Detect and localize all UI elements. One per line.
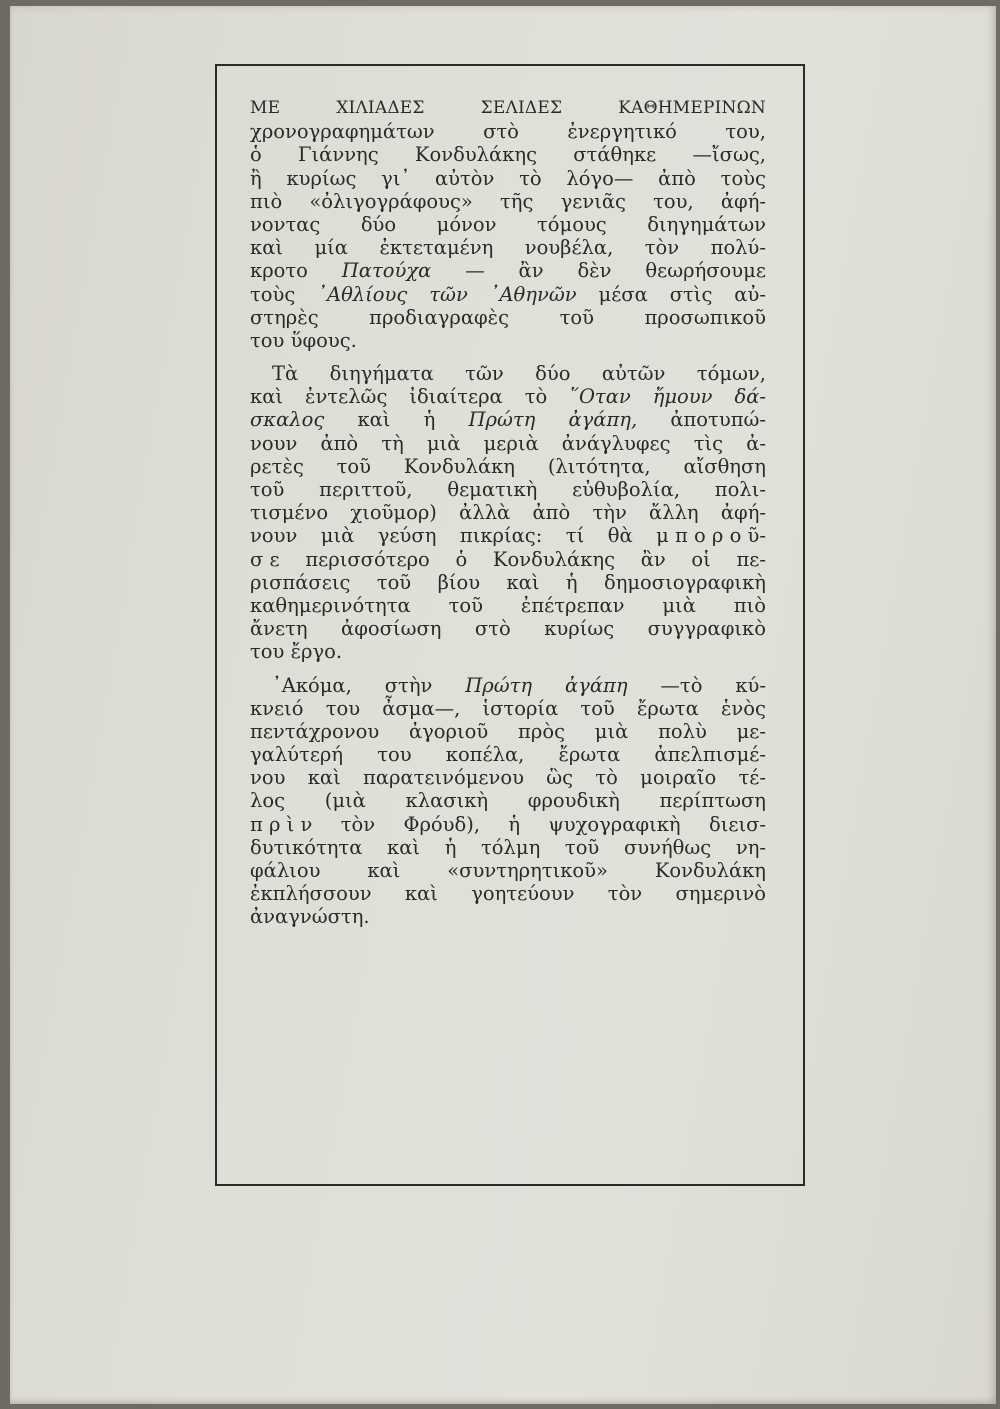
text-line bbox=[250, 501, 766, 524]
text-line bbox=[250, 766, 766, 789]
word: ῞Οταν bbox=[569, 385, 631, 409]
word: του bbox=[250, 328, 291, 352]
word: ὕφους. bbox=[290, 328, 357, 352]
word: οἱ bbox=[691, 547, 711, 571]
word: ἀφή- bbox=[720, 501, 766, 525]
text-line bbox=[250, 362, 766, 385]
word: τί bbox=[565, 524, 585, 548]
word: σκαλος bbox=[250, 408, 325, 432]
word: δύο bbox=[360, 212, 397, 236]
word: μόνον bbox=[436, 212, 497, 236]
word: ἐκτεταμένη bbox=[379, 236, 494, 260]
word: ᾽Ακόμα, bbox=[272, 673, 352, 697]
word: στὶς bbox=[669, 282, 713, 306]
text-line bbox=[250, 617, 766, 640]
word: π ρ ὶ ν bbox=[250, 812, 313, 836]
word: τὸν bbox=[340, 812, 376, 836]
word: ἔρωτα bbox=[558, 743, 621, 767]
word: μ π ο ρ ο ῦ- bbox=[656, 524, 766, 548]
word: τῶν bbox=[465, 362, 504, 386]
word: ἤμουν bbox=[652, 385, 713, 409]
word: νου bbox=[250, 766, 286, 790]
word: πε- bbox=[736, 547, 766, 571]
word: συνήθως bbox=[623, 835, 712, 859]
word: —ἴσως, bbox=[692, 143, 766, 167]
word: ἡ bbox=[423, 408, 436, 432]
word: συγγραφικὸ bbox=[647, 617, 766, 641]
text-line bbox=[250, 385, 766, 408]
word: ἀνάγλυφες bbox=[561, 431, 671, 455]
word: τὸ bbox=[519, 166, 542, 190]
word: καὶ bbox=[404, 882, 438, 906]
word: μιὰ bbox=[594, 719, 629, 743]
word: μία bbox=[314, 236, 348, 260]
word: ἡ bbox=[508, 812, 521, 836]
word: ἱστορία bbox=[482, 696, 559, 720]
word: στὸ bbox=[483, 120, 519, 144]
word: στηρὲς bbox=[250, 305, 319, 329]
word: ἀγάπη, bbox=[568, 408, 638, 432]
word: ΜΕ bbox=[250, 98, 281, 118]
word: τόλμη bbox=[481, 835, 541, 859]
word: ἐνεργητικό bbox=[567, 120, 677, 144]
word: πιὸ bbox=[250, 189, 283, 213]
word: Φρόυδ), bbox=[403, 812, 481, 836]
word: δὲν bbox=[577, 259, 612, 283]
word: πολύ- bbox=[710, 236, 766, 260]
word: τῆς bbox=[500, 189, 534, 213]
text-line bbox=[250, 789, 766, 812]
word: θεωρήσουμε bbox=[645, 259, 766, 283]
word: Τὰ bbox=[272, 362, 299, 386]
word: ἐκπλήσσουν bbox=[250, 882, 372, 906]
word: ἀγάπη bbox=[565, 673, 628, 697]
word: εὐθυβολία, bbox=[572, 478, 681, 501]
word: ἔργο. bbox=[290, 640, 343, 664]
word: σημερινὸ bbox=[675, 882, 766, 906]
word: καὶ bbox=[357, 408, 391, 432]
word: ἀπὸ bbox=[532, 501, 571, 525]
word: ἡ bbox=[444, 835, 457, 859]
word: καθημερινότητα bbox=[250, 593, 411, 617]
word: ᾽Αθλίους bbox=[317, 282, 408, 306]
word: ἀγοριοῦ bbox=[408, 719, 489, 743]
word: θὰ bbox=[607, 524, 633, 548]
word: «ὀλιγογράφους» bbox=[309, 189, 473, 213]
word: τοῦ bbox=[250, 478, 285, 501]
word: ἑνὸς bbox=[720, 696, 766, 720]
word: τοῦ bbox=[376, 570, 412, 594]
word: τισμένο bbox=[250, 501, 329, 525]
word: ὣς bbox=[546, 766, 574, 790]
text-line bbox=[250, 455, 766, 478]
word: καὶ bbox=[307, 766, 341, 790]
text-line bbox=[250, 882, 766, 905]
word: στὴν bbox=[384, 673, 433, 697]
word: τοῦ bbox=[559, 305, 594, 329]
word: ρετὲς bbox=[250, 454, 304, 478]
word: δά- bbox=[734, 385, 766, 409]
word: Πατούχα bbox=[341, 259, 432, 283]
word: αὐτῶν bbox=[601, 362, 666, 386]
word: φρουδικὴ bbox=[527, 789, 620, 813]
word: ἄλλη bbox=[649, 501, 699, 525]
word: στὸ bbox=[474, 617, 511, 641]
word: ΧΙΛΙΑΔΕΣ bbox=[336, 98, 425, 118]
word: ἔρωτα bbox=[636, 696, 699, 720]
word: — bbox=[465, 259, 485, 283]
word: τὸ bbox=[524, 385, 548, 409]
word: χιοῦμορ) bbox=[350, 501, 437, 525]
text-line bbox=[250, 478, 766, 501]
word: ἂν bbox=[518, 259, 544, 283]
word: γοητεύουν bbox=[471, 882, 575, 906]
word: μιὰ bbox=[662, 593, 696, 617]
word: κυρίως bbox=[286, 166, 357, 190]
word: δύο bbox=[535, 362, 571, 386]
word: τῶν bbox=[429, 282, 468, 306]
word: γενιᾶς bbox=[560, 189, 626, 213]
word: Κονδυλάκη bbox=[654, 859, 766, 882]
word: αὐ- bbox=[734, 282, 766, 306]
word: καὶ bbox=[250, 236, 284, 260]
word: Γιάννης bbox=[298, 143, 379, 167]
word: καὶ bbox=[250, 385, 284, 409]
word: παρατεινόμενου bbox=[363, 766, 524, 790]
paragraph bbox=[250, 362, 766, 663]
word: Κονδυλάκης bbox=[414, 143, 537, 167]
text-line bbox=[250, 524, 766, 547]
word: τοῦ bbox=[336, 454, 371, 478]
text-line bbox=[250, 97, 766, 120]
text-line bbox=[250, 432, 766, 455]
word: δυτικότητα bbox=[250, 835, 363, 859]
word: ΣΕΛΙΔΕΣ bbox=[480, 98, 563, 118]
word: μεριὰ bbox=[483, 431, 539, 455]
blurb-text bbox=[250, 97, 766, 929]
text-line bbox=[250, 571, 766, 594]
word: τοῦ bbox=[448, 593, 483, 617]
text-line bbox=[250, 836, 766, 859]
text-line bbox=[250, 594, 766, 617]
word: του bbox=[377, 743, 412, 767]
word: τόμων, bbox=[696, 362, 766, 386]
word: κνειό bbox=[250, 696, 304, 720]
word: διηγημάτων bbox=[647, 212, 766, 236]
word: τοὺς bbox=[720, 166, 766, 190]
text-line bbox=[250, 697, 766, 720]
word: περισσότερο bbox=[305, 547, 430, 571]
word: περιττοῦ, bbox=[319, 478, 413, 501]
word: θεματικὴ bbox=[447, 478, 538, 501]
word: νουν bbox=[250, 431, 298, 455]
word: σ ε bbox=[250, 547, 280, 571]
word: μιὰ bbox=[426, 431, 461, 455]
word: ἐντελῶς bbox=[304, 385, 388, 409]
word: ὁ bbox=[455, 547, 468, 571]
word: γεύση bbox=[377, 524, 437, 548]
word: ἀφή- bbox=[720, 189, 766, 213]
word: ἀποτυπώ- bbox=[670, 408, 766, 432]
word: ἀ- bbox=[746, 431, 766, 455]
word: πρὸς bbox=[518, 719, 565, 743]
word: Πρώτη bbox=[465, 673, 533, 697]
word: —τὸ bbox=[660, 673, 703, 697]
word: ἆσμα—, bbox=[382, 696, 461, 720]
word: φάλιου bbox=[250, 859, 321, 882]
word: ἡ bbox=[565, 570, 578, 594]
text-line bbox=[250, 408, 766, 431]
word: ἀπὸ bbox=[658, 166, 696, 190]
word: ᾽Αθηνῶν bbox=[489, 282, 577, 306]
word: ἀναγνώστη. bbox=[250, 905, 370, 929]
word: κοπέλα, bbox=[445, 743, 525, 767]
text-line bbox=[250, 813, 766, 836]
word: δημοσιογραφικὴ bbox=[603, 570, 766, 594]
paragraph bbox=[250, 674, 766, 929]
word: Πρώτη bbox=[468, 408, 536, 432]
word: ἐπέτρεπαν bbox=[520, 593, 625, 617]
text-line bbox=[250, 720, 766, 743]
word: κυρίως bbox=[544, 617, 615, 641]
word: στάθηκε bbox=[573, 143, 657, 167]
word: τὴ bbox=[381, 431, 404, 455]
text-line bbox=[250, 306, 766, 329]
word: τὸν bbox=[607, 882, 643, 906]
word: κύ- bbox=[735, 673, 766, 697]
text-line bbox=[250, 548, 766, 571]
word: του, bbox=[653, 189, 694, 213]
text-line bbox=[250, 167, 766, 190]
word: πιὸ bbox=[733, 593, 766, 617]
word: «συντηρητικοῦ» bbox=[447, 859, 608, 882]
word: ἀλλὰ bbox=[459, 501, 511, 525]
text-line bbox=[250, 259, 766, 282]
word: διηγήματα bbox=[329, 362, 434, 386]
word: νη- bbox=[735, 835, 766, 859]
text-line bbox=[250, 905, 766, 928]
word: τὸ bbox=[595, 766, 618, 790]
word: πεντάχρονου bbox=[250, 719, 380, 743]
paragraph-gap bbox=[250, 664, 766, 674]
word: του, bbox=[725, 120, 766, 144]
word: κλασικὴ bbox=[405, 789, 489, 813]
word: γι᾽ bbox=[381, 166, 411, 190]
word: ἀφοσίωση bbox=[341, 617, 442, 641]
word: Κονδυλάκης bbox=[492, 547, 615, 571]
paragraph bbox=[250, 97, 766, 352]
word: τέ- bbox=[738, 766, 766, 790]
text-line bbox=[250, 213, 766, 236]
word: ἀπελπισμέ- bbox=[654, 743, 766, 767]
word: λος bbox=[250, 789, 286, 813]
text-line bbox=[250, 143, 766, 166]
word: διεισ- bbox=[708, 812, 766, 836]
word: ρισπάσεις bbox=[250, 570, 351, 594]
word: ἀπὸ bbox=[320, 431, 359, 455]
word: προσωπικοῦ bbox=[644, 305, 766, 329]
text-line bbox=[250, 743, 766, 766]
word: του bbox=[250, 640, 291, 664]
word: ἢ bbox=[250, 166, 262, 190]
word: (λιτότητα, bbox=[547, 454, 651, 478]
word: προδιαγραφὲς bbox=[369, 305, 510, 329]
word: τὴν bbox=[592, 501, 627, 525]
word: με- bbox=[736, 719, 766, 743]
word: καὶ bbox=[506, 570, 540, 594]
word: καὶ bbox=[367, 859, 401, 882]
text-line bbox=[250, 283, 766, 306]
word: νουβέλα, bbox=[524, 236, 614, 260]
paragraph-gap bbox=[250, 352, 766, 362]
word: νοντας bbox=[250, 212, 321, 236]
word: αὐτὸν bbox=[434, 166, 495, 190]
word: (μιὰ bbox=[324, 789, 366, 813]
word: ἄνετη bbox=[250, 617, 308, 641]
word: πολι- bbox=[714, 478, 766, 501]
word: γαλύτερή bbox=[250, 743, 344, 767]
text-line bbox=[250, 236, 766, 259]
word: περίπτωση bbox=[659, 789, 766, 813]
word: ΚΑΘΗΜΕΡΙΝΩΝ bbox=[618, 98, 766, 118]
word: τοῦ bbox=[580, 696, 615, 720]
word: τόμους bbox=[537, 212, 607, 236]
word: ἰδιαίτερα bbox=[409, 385, 503, 409]
word: τὶς bbox=[693, 431, 724, 455]
word: νουν bbox=[250, 524, 298, 548]
word: τοὺς bbox=[250, 282, 296, 306]
text-line bbox=[250, 120, 766, 143]
word: λόγο— bbox=[566, 166, 634, 190]
text-line bbox=[250, 329, 766, 352]
word: ψυχογραφικὴ bbox=[548, 812, 681, 836]
text-line bbox=[250, 190, 766, 213]
text-line bbox=[250, 674, 766, 697]
word: καὶ bbox=[387, 835, 421, 859]
word: κροτο bbox=[250, 259, 308, 283]
word: βίου bbox=[437, 570, 481, 594]
word: ἂν bbox=[640, 547, 666, 571]
word: χρονογραφημάτων bbox=[250, 120, 435, 144]
word: πικρίας: bbox=[459, 524, 543, 548]
word: τοῦ bbox=[564, 835, 600, 859]
word: πολὺ bbox=[658, 719, 707, 743]
word: Κονδυλάκη bbox=[403, 454, 515, 478]
text-line bbox=[250, 859, 766, 882]
word: ὁ bbox=[250, 143, 262, 167]
word: του bbox=[325, 696, 361, 720]
text-line bbox=[250, 640, 766, 663]
word: τὸν bbox=[644, 236, 680, 260]
word: αἴσθηση bbox=[683, 454, 766, 478]
word: μιὰ bbox=[320, 524, 355, 548]
word: μοιραῖο bbox=[640, 766, 717, 790]
word: μέσα bbox=[598, 282, 648, 306]
